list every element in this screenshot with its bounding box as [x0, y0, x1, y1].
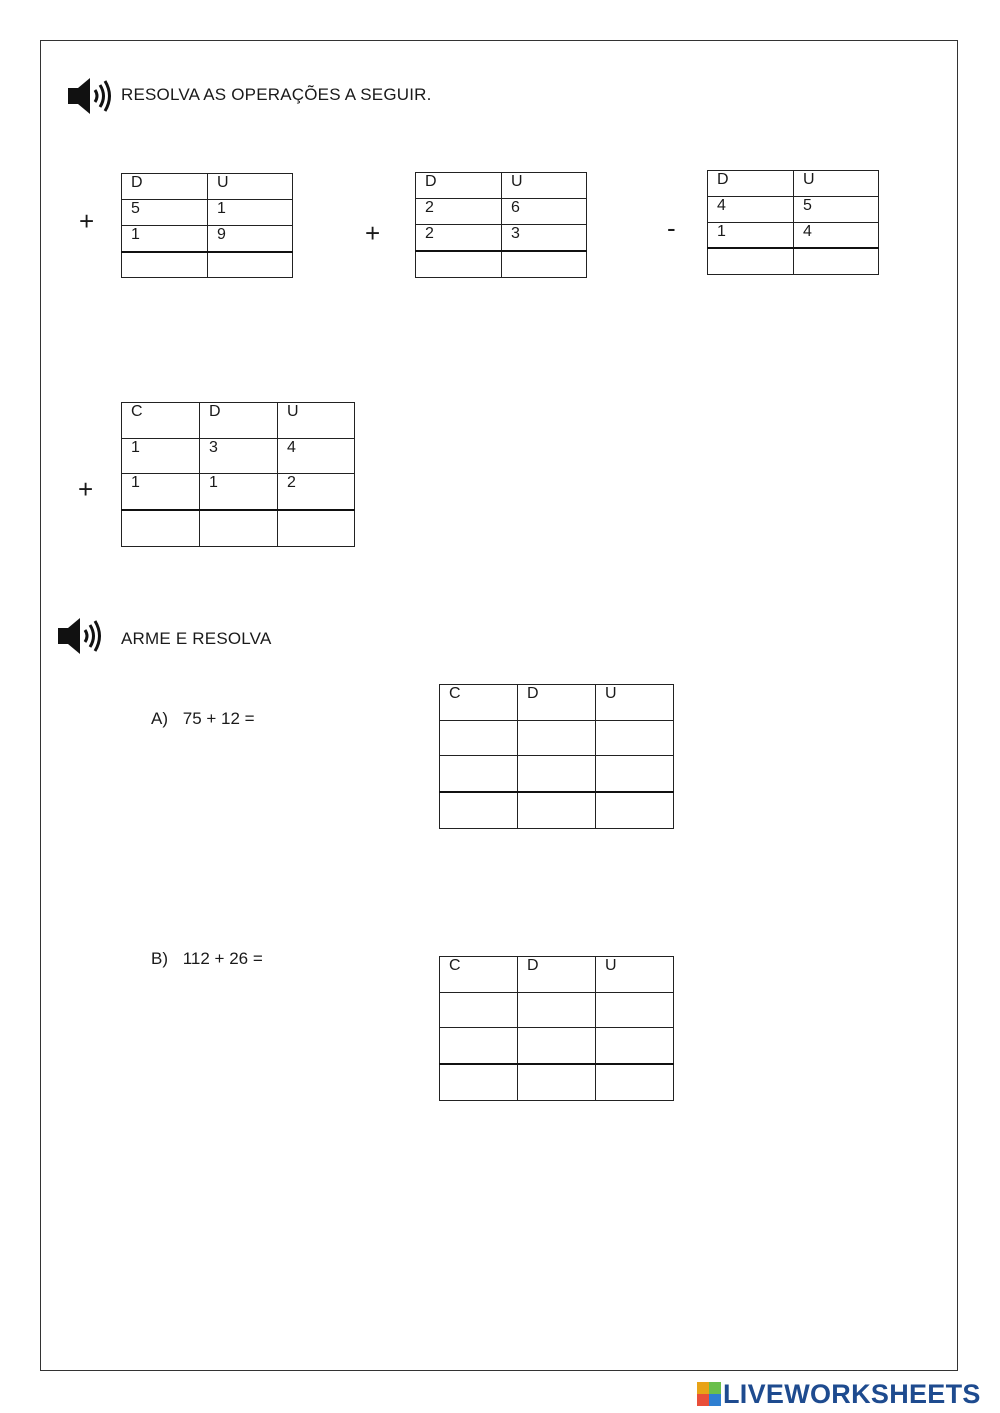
digit-cell: 3: [502, 225, 587, 251]
brand-mark-icon: [697, 1382, 721, 1406]
liveworksheets-logo[interactable]: [697, 1378, 981, 1410]
place-value-table: [439, 684, 674, 829]
digit-cell: 5: [122, 200, 208, 226]
speaker-icon[interactable]: [56, 616, 104, 656]
place-value-table: [121, 402, 355, 547]
answer-cell[interactable]: [596, 792, 674, 829]
header-cell: D: [708, 171, 794, 197]
digit-cell: 1: [208, 200, 293, 226]
header-cell: U: [502, 173, 587, 199]
digit-cell: 6: [502, 199, 587, 225]
digit-cell: 4: [794, 223, 879, 248]
digit-cell: 3: [200, 439, 278, 474]
input-cell[interactable]: [518, 756, 596, 792]
place-value-table: [415, 172, 587, 278]
input-cell[interactable]: [440, 993, 518, 1028]
answer-cell[interactable]: [708, 248, 794, 275]
header-cell: D: [122, 174, 208, 200]
place-value-table: [121, 173, 293, 278]
header-cell: U: [794, 171, 879, 197]
speaker-icon[interactable]: [66, 76, 114, 116]
problem-expression: 112 + 26 =: [182, 949, 263, 968]
input-cell[interactable]: [518, 1028, 596, 1064]
digit-cell: 1: [200, 474, 278, 510]
operator-plus: +: [365, 218, 381, 248]
input-cell[interactable]: [596, 993, 674, 1028]
input-cell[interactable]: [596, 721, 674, 756]
input-cell[interactable]: [518, 721, 596, 756]
section-2-title: ARME E RESOLVA: [121, 629, 272, 648]
input-cell[interactable]: [518, 993, 596, 1028]
problem-b: [151, 949, 263, 969]
input-cell[interactable]: [596, 756, 674, 792]
digit-cell: 2: [278, 474, 355, 510]
header-cell: C: [440, 685, 518, 721]
place-value-table: [439, 956, 674, 1101]
digit-cell: 2: [416, 225, 502, 251]
header-cell: U: [596, 957, 674, 993]
header-cell: D: [518, 957, 596, 993]
header-cell: D: [416, 173, 502, 199]
header-cell: U: [278, 403, 355, 439]
digit-cell: 1: [122, 226, 208, 252]
input-cell[interactable]: [596, 1028, 674, 1064]
answer-cell[interactable]: [200, 510, 278, 547]
operator-plus: +: [79, 206, 95, 236]
answer-cell[interactable]: [440, 792, 518, 829]
digit-cell: 4: [708, 197, 794, 223]
digit-cell: 1: [122, 474, 200, 510]
answer-cell[interactable]: [596, 1064, 674, 1101]
input-cell[interactable]: [440, 721, 518, 756]
header-cell: U: [596, 685, 674, 721]
answer-cell[interactable]: [122, 510, 200, 547]
answer-cell[interactable]: [502, 251, 587, 278]
problem-expression: 75 + 12 =: [182, 709, 255, 728]
digit-cell: 4: [278, 439, 355, 474]
answer-cell[interactable]: [518, 1064, 596, 1101]
header-cell: D: [200, 403, 278, 439]
answer-cell[interactable]: [208, 252, 293, 278]
brand-name: LIVEWORKSHEETS: [723, 1378, 981, 1409]
header-cell: U: [208, 174, 293, 200]
digit-cell: 2: [416, 199, 502, 225]
digit-cell: 9: [208, 226, 293, 252]
answer-cell[interactable]: [278, 510, 355, 547]
operator-plus: +: [78, 474, 94, 504]
answer-cell[interactable]: [518, 792, 596, 829]
section-1-title: RESOLVA AS OPERAÇÕES A SEGUIR.: [121, 85, 432, 104]
problem-a: [151, 709, 255, 729]
problem-label: B): [151, 949, 168, 968]
header-cell: C: [440, 957, 518, 993]
header-cell: D: [518, 685, 596, 721]
input-cell[interactable]: [440, 756, 518, 792]
digit-cell: 5: [794, 197, 879, 223]
problem-label: A): [151, 709, 168, 728]
answer-cell[interactable]: [416, 251, 502, 278]
answer-cell[interactable]: [122, 252, 208, 278]
place-value-table: [707, 170, 879, 275]
digit-cell: 1: [122, 439, 200, 474]
answer-cell[interactable]: [440, 1064, 518, 1101]
input-cell[interactable]: [440, 1028, 518, 1064]
operator-minus: -: [667, 213, 676, 243]
answer-cell[interactable]: [794, 248, 879, 275]
digit-cell: 1: [708, 223, 794, 248]
header-cell: C: [122, 403, 200, 439]
